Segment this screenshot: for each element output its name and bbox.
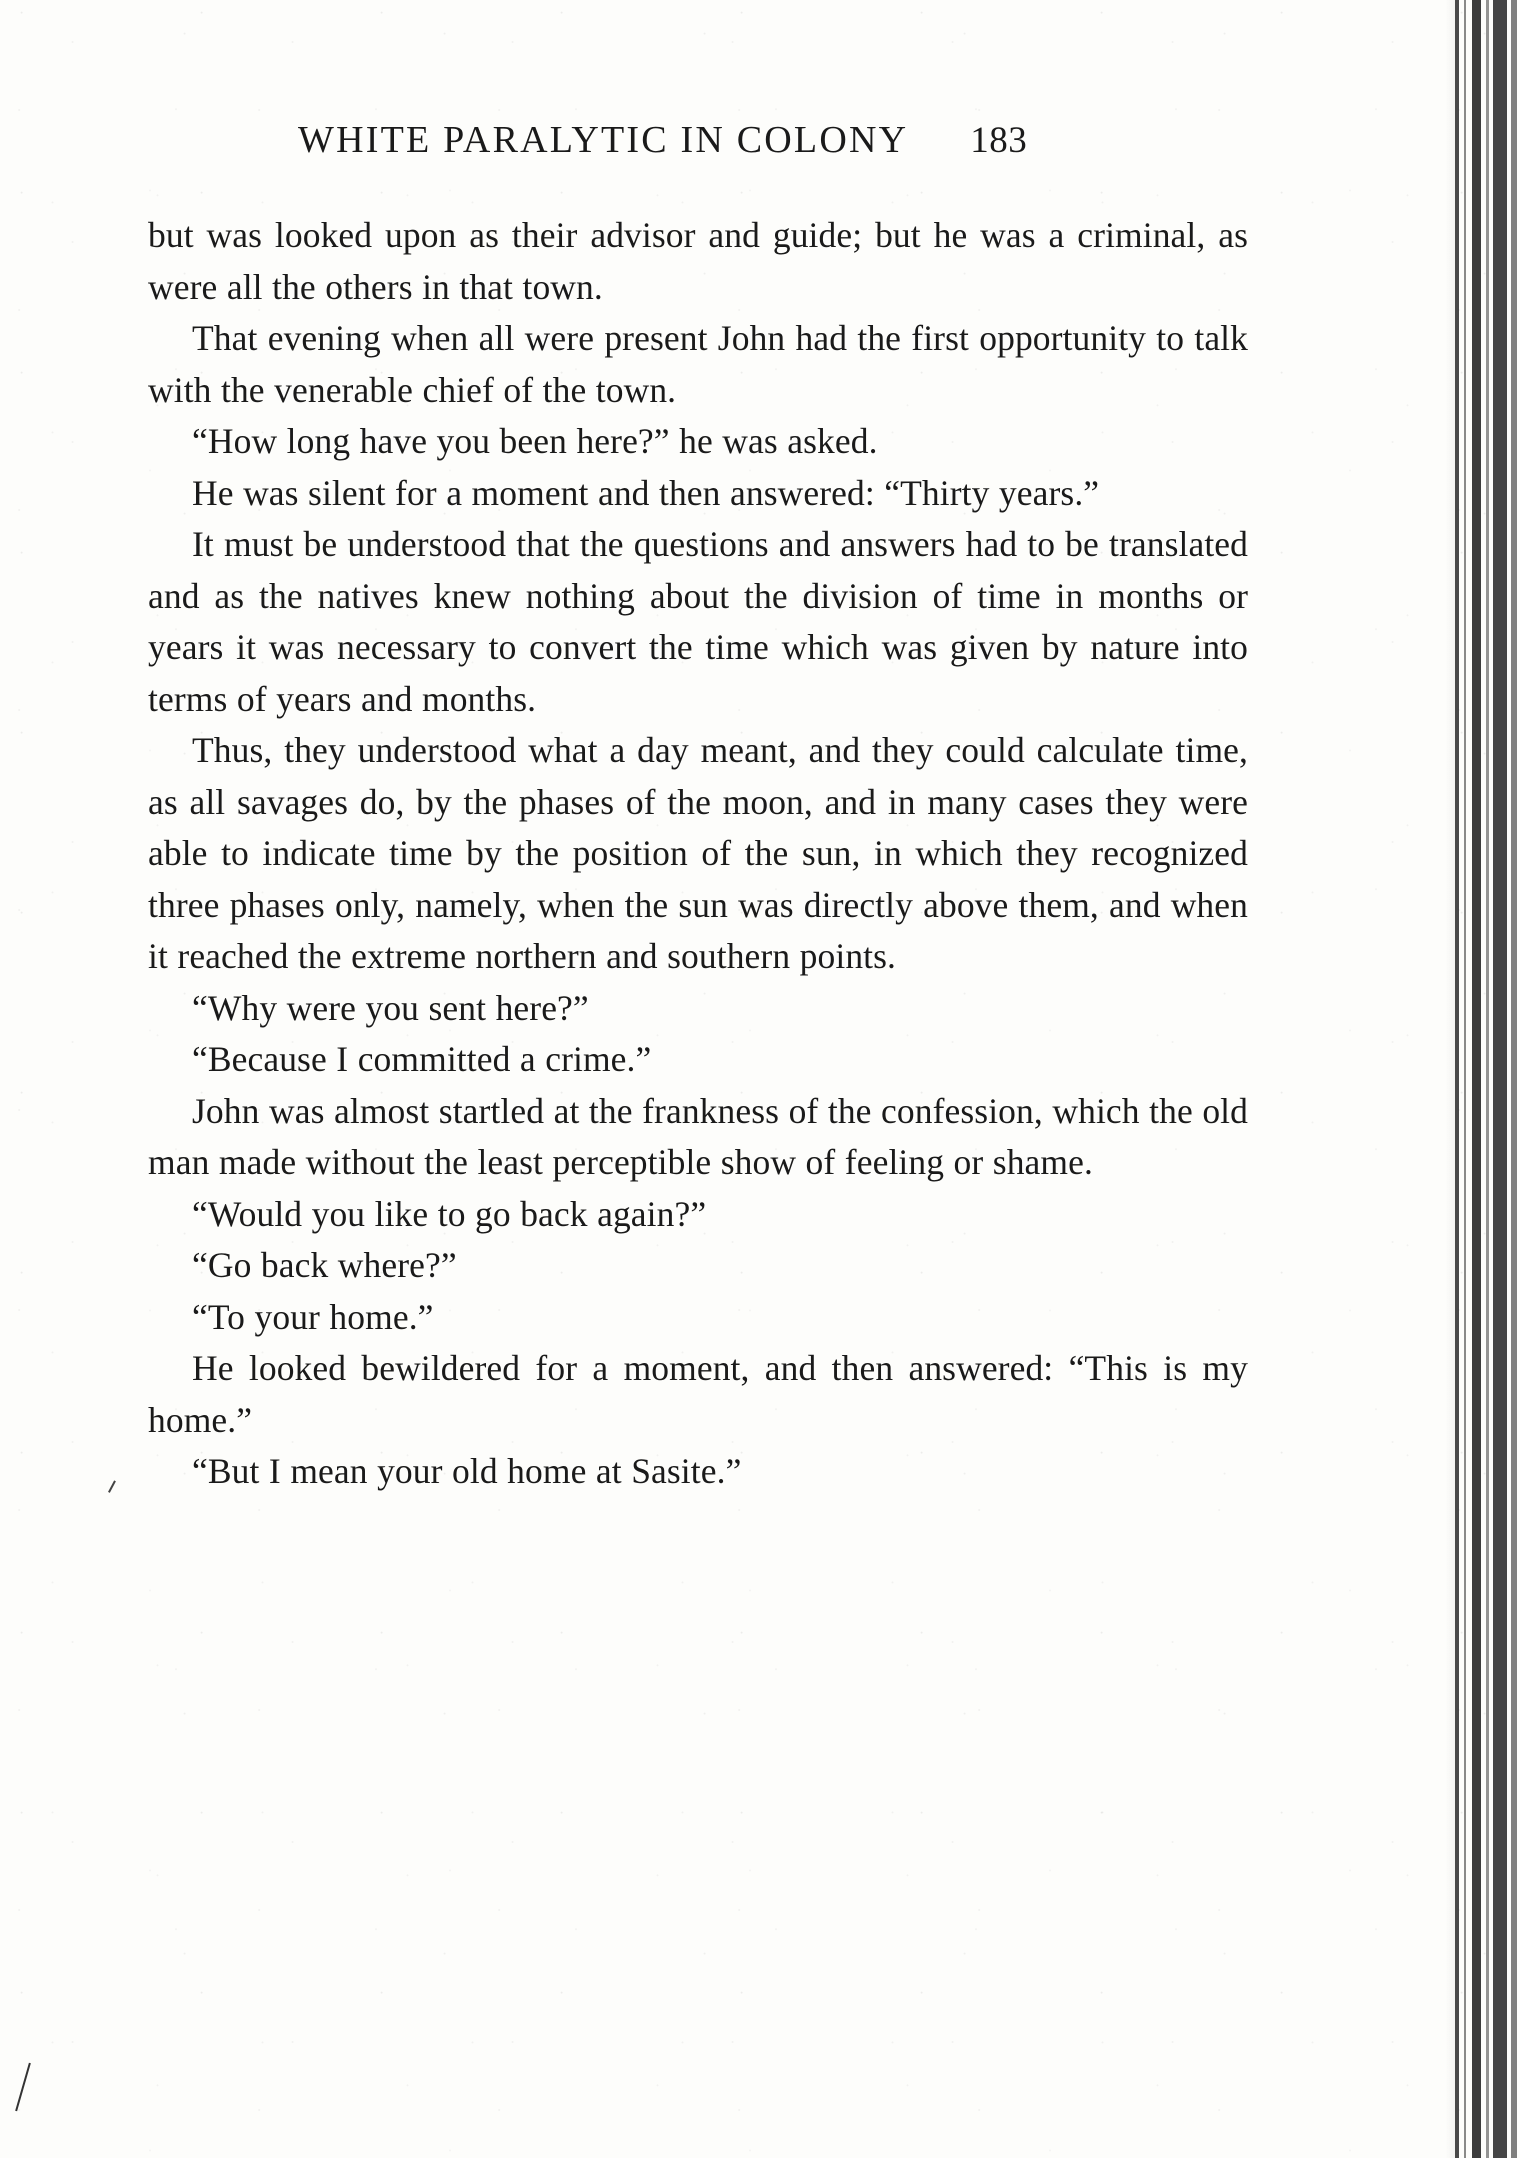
body-text (148, 210, 1248, 1498)
stray-pen-mark (12, 2062, 38, 2114)
paragraph: He looked bewildered for a moment, and then answered: “This is my home.” (148, 1348, 1248, 1440)
page-content (148, 118, 1248, 1498)
paragraph: It must be understood that the questions and answers had to be translated and as the natives knew nothing about the division of time in months or years it was necessary to convert the time which was given by nature into terms of years and months. (148, 524, 1248, 719)
paragraph: “Why were you sent here?” (192, 987, 589, 1028)
stray-pen-mark-secondary (105, 1480, 121, 1494)
paragraph: He was silent for a moment and then answered: “Thirty years.” (192, 472, 1100, 513)
paragraph: “How long have you been here?” he was asked. (192, 421, 878, 461)
paragraph: Thus, they understood what a day meant, and they could calculate time, as all savages do, by the phases of the moon, and in many cases they were able to indicate time by the position of the sun, in which they recognized three phases only, namely, when the sun was directly above them, and when it reached the extreme northern and southern points. (148, 730, 1248, 976)
paragraph: “To your home.” (192, 1296, 434, 1337)
paragraph: John was almost startled at the frankness of the confession, which the old man made without the least perceptible show of feeling or shame. (148, 1090, 1248, 1182)
paragraph: “But I mean your old home at Sasite.” (192, 1451, 742, 1491)
book-binding-gutter (1445, 0, 1520, 2158)
page-number: 183 (970, 120, 1028, 161)
paragraph: but was looked upon as their advisor and guide; but he was a criminal, as were all the others in that town. (148, 215, 1248, 307)
paragraph: “Would you like to go back again?” (192, 1193, 707, 1234)
running-head (148, 118, 1248, 162)
paragraph: That evening when all were present John had the first opportunity to talk with the venerable chief of the town. (148, 318, 1248, 410)
paragraph: “Go back where?” (192, 1245, 457, 1285)
running-head-title: WHITE PARALYTIC IN COLONY (298, 119, 909, 161)
paragraph: “Because I committed a crime.” (192, 1039, 652, 1079)
